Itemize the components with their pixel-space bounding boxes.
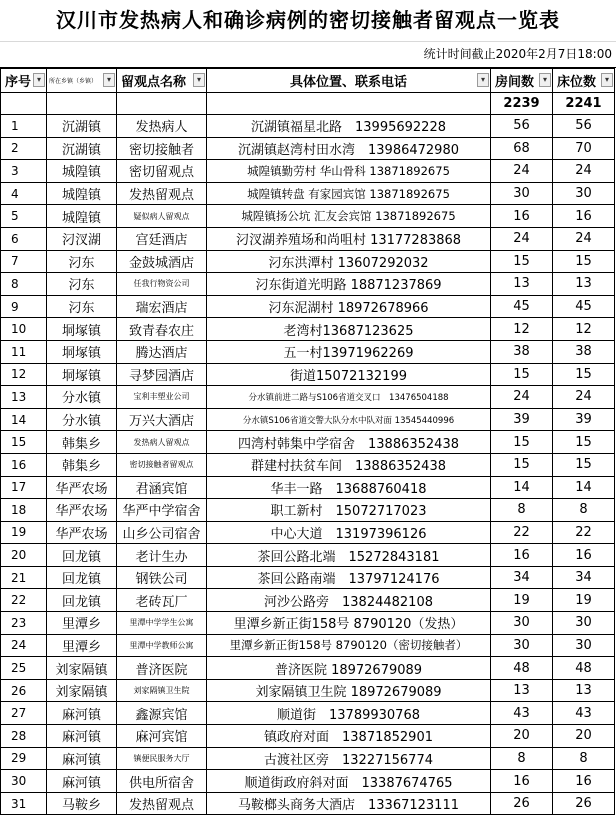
row-location[interactable]: 汈东泥湖村 18972678966 bbox=[207, 295, 491, 318]
row-seq[interactable]: 28 bbox=[1, 725, 47, 748]
row-rooms[interactable]: 16 bbox=[491, 544, 553, 567]
table-row bbox=[1, 137, 615, 160]
table-row bbox=[1, 453, 615, 476]
row-town[interactable]: 沉湖镇 bbox=[47, 137, 117, 160]
row-location[interactable]: 河沙公路旁 13824482108 bbox=[207, 589, 491, 612]
header-town bbox=[47, 69, 117, 93]
row-beds[interactable]: 12 bbox=[553, 318, 615, 341]
row-location[interactable]: 分水镇S106省道交警大队分水中队对面 13545440996 bbox=[207, 408, 491, 431]
row-beds[interactable]: 15 bbox=[553, 431, 615, 454]
header-rooms bbox=[491, 69, 553, 93]
row-seq[interactable]: 23 bbox=[1, 612, 47, 635]
row-beds[interactable]: 19 bbox=[553, 589, 615, 612]
row-site[interactable]: 里潭中学教师公寓 bbox=[117, 634, 207, 657]
row-beds[interactable]: 14 bbox=[553, 476, 615, 499]
row-site[interactable]: 山乡公司宿舍 bbox=[117, 521, 207, 544]
row-rooms[interactable]: 24 bbox=[491, 160, 553, 183]
filter-dropdown-icon[interactable]: ▾ bbox=[477, 73, 489, 87]
totals-blank bbox=[207, 93, 491, 115]
row-beds[interactable]: 15 bbox=[553, 250, 615, 273]
row-beds[interactable]: 13 bbox=[553, 679, 615, 702]
row-rooms[interactable]: 13 bbox=[491, 273, 553, 296]
row-location[interactable]: 城隍镇转盘 有家园宾馆 13871892675 bbox=[207, 182, 491, 205]
row-rooms[interactable]: 30 bbox=[491, 634, 553, 657]
row-site[interactable]: 老计生办 bbox=[117, 544, 207, 567]
header-rooms-label: 房间数 bbox=[495, 75, 535, 90]
totals-blank bbox=[1, 93, 47, 115]
row-site[interactable]: 寻梦园酒店 bbox=[117, 363, 207, 386]
header-town-label: 所在乡镇（乡镇） bbox=[49, 78, 98, 85]
row-rooms[interactable]: 16 bbox=[491, 770, 553, 793]
row-beds[interactable]: 30 bbox=[553, 612, 615, 635]
table-row bbox=[1, 318, 615, 341]
row-rooms[interactable]: 19 bbox=[491, 589, 553, 612]
row-beds[interactable]: 38 bbox=[553, 340, 615, 363]
row-location[interactable]: 刘家隔镇卫生院 18972679089 bbox=[207, 679, 491, 702]
table-row bbox=[1, 363, 615, 386]
header-row bbox=[1, 69, 615, 93]
row-seq[interactable]: 26 bbox=[1, 679, 47, 702]
row-location[interactable]: 群建村扶贫车间 13886352438 bbox=[207, 453, 491, 476]
row-location[interactable]: 华丰一路 13688760418 bbox=[207, 476, 491, 499]
row-seq[interactable]: 20 bbox=[1, 544, 47, 567]
table-row bbox=[1, 182, 615, 205]
header-site-label: 留观点名称 bbox=[121, 75, 187, 90]
row-town[interactable]: 垌塚镇 bbox=[47, 363, 117, 386]
table-row bbox=[1, 657, 615, 680]
row-town[interactable]: 汈东 bbox=[47, 250, 117, 273]
row-town[interactable]: 分水镇 bbox=[47, 408, 117, 431]
row-location[interactable]: 普济医院 18972679089 bbox=[207, 657, 491, 680]
row-rooms[interactable]: 39 bbox=[491, 408, 553, 431]
row-beds[interactable]: 22 bbox=[553, 521, 615, 544]
row-site[interactable]: 密切接触者留观点 bbox=[117, 453, 207, 476]
row-town[interactable]: 分水镇 bbox=[47, 386, 117, 409]
row-town[interactable]: 城隍镇 bbox=[47, 182, 117, 205]
row-rooms[interactable]: 15 bbox=[491, 431, 553, 454]
header-location-label: 具体位置、联系电话 bbox=[289, 75, 407, 90]
table-row bbox=[1, 431, 615, 454]
header-beds-label: 床位数 bbox=[557, 75, 597, 90]
row-rooms[interactable]: 22 bbox=[491, 521, 553, 544]
table-row bbox=[1, 589, 615, 612]
table-row bbox=[1, 386, 615, 409]
row-town[interactable]: 城隍镇 bbox=[47, 160, 117, 183]
row-site[interactable]: 致青春农庄 bbox=[117, 318, 207, 341]
table-row bbox=[1, 499, 615, 522]
row-site[interactable]: 金鼓城酒店 bbox=[117, 250, 207, 273]
totals-row bbox=[1, 93, 615, 115]
filter-dropdown-icon[interactable]: ▾ bbox=[33, 73, 45, 87]
row-rooms[interactable]: 48 bbox=[491, 657, 553, 680]
row-seq[interactable]: 19 bbox=[1, 521, 47, 544]
row-beds[interactable]: 45 bbox=[553, 295, 615, 318]
row-rooms[interactable]: 30 bbox=[491, 612, 553, 635]
row-site[interactable]: 瑞宏酒店 bbox=[117, 295, 207, 318]
row-rooms[interactable]: 43 bbox=[491, 702, 553, 725]
row-town[interactable]: 汈汊湖 bbox=[47, 227, 117, 250]
row-location[interactable]: 沉湖镇赵湾村田水湾 13986472980 bbox=[207, 137, 491, 160]
header-seq-label: 序号 bbox=[5, 75, 32, 90]
header-seq bbox=[1, 69, 47, 93]
table-row bbox=[1, 273, 615, 296]
total-beds: 2241 bbox=[553, 93, 615, 115]
row-seq[interactable]: 31 bbox=[1, 792, 47, 815]
row-seq[interactable]: 21 bbox=[1, 566, 47, 589]
row-town[interactable]: 韩集乡 bbox=[47, 453, 117, 476]
row-beds[interactable]: 16 bbox=[553, 544, 615, 567]
row-seq[interactable]: 27 bbox=[1, 702, 47, 725]
row-beds[interactable]: 70 bbox=[553, 137, 615, 160]
table-row bbox=[1, 476, 615, 499]
row-site[interactable]: 麻河宾馆 bbox=[117, 725, 207, 748]
row-beds[interactable]: 16 bbox=[553, 205, 615, 228]
row-site[interactable]: 发热病人留观点 bbox=[117, 431, 207, 454]
data-table bbox=[0, 68, 615, 815]
row-site[interactable]: 君涵宾馆 bbox=[117, 476, 207, 499]
row-location[interactable]: 城隍镇扬公坑 汇友会宾馆 13871892675 bbox=[207, 205, 491, 228]
row-site[interactable]: 密切接触者 bbox=[117, 137, 207, 160]
row-site[interactable]: 任我行物资公司 bbox=[117, 273, 207, 296]
row-location[interactable]: 中心大道 13197396126 bbox=[207, 521, 491, 544]
row-location[interactable]: 顺道街 13789930768 bbox=[207, 702, 491, 725]
row-seq[interactable]: 5 bbox=[1, 205, 47, 228]
row-rooms[interactable]: 13 bbox=[491, 679, 553, 702]
totals-blank bbox=[117, 93, 207, 115]
row-beds[interactable]: 30 bbox=[553, 182, 615, 205]
table-row bbox=[1, 612, 615, 635]
row-seq[interactable]: 7 bbox=[1, 250, 47, 273]
row-rooms[interactable]: 15 bbox=[491, 363, 553, 386]
row-rooms[interactable]: 20 bbox=[491, 725, 553, 748]
row-town[interactable]: 马鞍乡 bbox=[47, 792, 117, 815]
row-rooms[interactable]: 38 bbox=[491, 340, 553, 363]
row-rooms[interactable]: 30 bbox=[491, 182, 553, 205]
row-beds[interactable]: 26 bbox=[553, 792, 615, 815]
row-town[interactable]: 麻河镇 bbox=[47, 725, 117, 748]
table-row bbox=[1, 770, 615, 793]
row-beds[interactable]: 8 bbox=[553, 747, 615, 770]
row-town[interactable]: 汈东 bbox=[47, 273, 117, 296]
table-row bbox=[1, 792, 615, 815]
row-site[interactable]: 宫廷酒店 bbox=[117, 227, 207, 250]
row-site[interactable]: 发热留观点 bbox=[117, 792, 207, 815]
row-seq[interactable]: 1 bbox=[1, 115, 47, 138]
row-rooms[interactable]: 24 bbox=[491, 227, 553, 250]
row-location[interactable]: 顺道街政府斜对面 13387674765 bbox=[207, 770, 491, 793]
row-beds[interactable]: 15 bbox=[553, 453, 615, 476]
row-beds[interactable]: 15 bbox=[553, 363, 615, 386]
row-location[interactable]: 城隍镇勤劳村 华山骨科 13871892675 bbox=[207, 160, 491, 183]
header-site bbox=[117, 69, 207, 93]
row-site[interactable]: 钢铁公司 bbox=[117, 566, 207, 589]
row-rooms[interactable]: 15 bbox=[491, 250, 553, 273]
table-row bbox=[1, 634, 615, 657]
row-town[interactable]: 华严农场 bbox=[47, 476, 117, 499]
row-beds[interactable]: 8 bbox=[553, 499, 615, 522]
row-rooms[interactable]: 16 bbox=[491, 205, 553, 228]
table-row bbox=[1, 227, 615, 250]
row-seq[interactable]: 8 bbox=[1, 273, 47, 296]
row-site[interactable]: 密切留观点 bbox=[117, 160, 207, 183]
row-seq[interactable]: 25 bbox=[1, 657, 47, 680]
row-site[interactable]: 华严中学宿舍 bbox=[117, 499, 207, 522]
row-rooms[interactable]: 34 bbox=[491, 566, 553, 589]
row-site[interactable]: 鑫源宾馆 bbox=[117, 702, 207, 725]
row-beds[interactable]: 13 bbox=[553, 273, 615, 296]
row-town[interactable]: 汈东 bbox=[47, 295, 117, 318]
row-seq[interactable]: 22 bbox=[1, 589, 47, 612]
row-location[interactable]: 职工新村 15072717023 bbox=[207, 499, 491, 522]
row-seq[interactable]: 16 bbox=[1, 453, 47, 476]
totals-blank bbox=[47, 93, 117, 115]
row-rooms[interactable]: 56 bbox=[491, 115, 553, 138]
row-seq[interactable]: 30 bbox=[1, 770, 47, 793]
row-seq[interactable]: 11 bbox=[1, 340, 47, 363]
row-seq[interactable]: 15 bbox=[1, 431, 47, 454]
row-seq[interactable]: 12 bbox=[1, 363, 47, 386]
row-beds[interactable]: 16 bbox=[553, 770, 615, 793]
row-location[interactable]: 里潭乡新正街158号 8790120（发热） bbox=[207, 612, 491, 635]
row-town[interactable]: 麻河镇 bbox=[47, 747, 117, 770]
row-seq[interactable]: 24 bbox=[1, 634, 47, 657]
row-site[interactable]: 里潭中学学生公寓 bbox=[117, 612, 207, 635]
row-rooms[interactable]: 68 bbox=[491, 137, 553, 160]
row-location[interactable]: 汈东街道光明路 18871237869 bbox=[207, 273, 491, 296]
row-location[interactable]: 茶回公路南端 13797124176 bbox=[207, 566, 491, 589]
row-town[interactable]: 麻河镇 bbox=[47, 770, 117, 793]
row-site[interactable]: 腾达酒店 bbox=[117, 340, 207, 363]
row-beds[interactable]: 39 bbox=[553, 408, 615, 431]
row-site[interactable]: 刘家隔镇卫生院 bbox=[117, 679, 207, 702]
row-town[interactable]: 回龙镇 bbox=[47, 566, 117, 589]
row-site[interactable]: 疑似病人留观点 bbox=[117, 205, 207, 228]
row-seq[interactable]: 13 bbox=[1, 386, 47, 409]
row-town[interactable]: 垌塚镇 bbox=[47, 318, 117, 341]
row-site[interactable]: 镇便民服务大厅 bbox=[117, 747, 207, 770]
row-rooms[interactable]: 15 bbox=[491, 453, 553, 476]
row-seq[interactable]: 4 bbox=[1, 182, 47, 205]
sheet-title: 汉川市发热病人和确诊病例的密切接触者留观点一览表 bbox=[0, 0, 616, 42]
row-location[interactable]: 沉湖镇福星北路 13995692228 bbox=[207, 115, 491, 138]
row-location[interactable]: 五一村13971962269 bbox=[207, 340, 491, 363]
row-town[interactable]: 韩集乡 bbox=[47, 431, 117, 454]
row-beds[interactable]: 56 bbox=[553, 115, 615, 138]
table-row bbox=[1, 702, 615, 725]
row-town[interactable]: 回龙镇 bbox=[47, 544, 117, 567]
row-location[interactable]: 汈汊湖养殖场和尚咀村 13177283868 bbox=[207, 227, 491, 250]
row-seq[interactable]: 9 bbox=[1, 295, 47, 318]
row-town[interactable]: 刘家隔镇 bbox=[47, 657, 117, 680]
table-row bbox=[1, 340, 615, 363]
row-town[interactable]: 华严农场 bbox=[47, 499, 117, 522]
row-site[interactable]: 普济医院 bbox=[117, 657, 207, 680]
header-beds bbox=[553, 69, 615, 93]
table-row bbox=[1, 205, 615, 228]
row-location[interactable]: 四湾村韩集中学宿舍 13886352438 bbox=[207, 431, 491, 454]
row-seq[interactable]: 2 bbox=[1, 137, 47, 160]
row-rooms[interactable]: 24 bbox=[491, 386, 553, 409]
row-town[interactable]: 沉湖镇 bbox=[47, 115, 117, 138]
row-site[interactable]: 发热留观点 bbox=[117, 182, 207, 205]
filter-dropdown-icon[interactable]: ▾ bbox=[193, 73, 205, 87]
table-row bbox=[1, 679, 615, 702]
row-seq[interactable]: 10 bbox=[1, 318, 47, 341]
row-seq[interactable]: 14 bbox=[1, 408, 47, 431]
row-beds[interactable]: 20 bbox=[553, 725, 615, 748]
row-town[interactable]: 麻河镇 bbox=[47, 702, 117, 725]
row-site[interactable]: 发热病人 bbox=[117, 115, 207, 138]
total-rooms: 2239 bbox=[491, 93, 553, 115]
row-site[interactable]: 供电所宿舍 bbox=[117, 770, 207, 793]
filter-dropdown-icon[interactable]: ▾ bbox=[601, 73, 613, 87]
row-town[interactable]: 回龙镇 bbox=[47, 589, 117, 612]
row-seq[interactable]: 29 bbox=[1, 747, 47, 770]
row-town[interactable]: 里潭乡 bbox=[47, 612, 117, 635]
row-site[interactable]: 老砖瓦厂 bbox=[117, 589, 207, 612]
row-site[interactable]: 万兴大酒店 bbox=[117, 408, 207, 431]
stat-time: 统计时间截止2020年2月7日18:00 bbox=[0, 42, 616, 68]
row-rooms[interactable]: 26 bbox=[491, 792, 553, 815]
row-beds[interactable]: 24 bbox=[553, 227, 615, 250]
row-site[interactable]: 宝利丰塑业公司 bbox=[117, 386, 207, 409]
row-rooms[interactable]: 12 bbox=[491, 318, 553, 341]
row-seq[interactable]: 3 bbox=[1, 160, 47, 183]
row-location[interactable]: 老湾村13687123625 bbox=[207, 318, 491, 341]
row-beds[interactable]: 30 bbox=[553, 634, 615, 657]
row-beds[interactable]: 24 bbox=[553, 386, 615, 409]
row-location[interactable]: 马鞍榔头商务大酒店 13367123111 bbox=[207, 792, 491, 815]
row-town[interactable]: 垌塚镇 bbox=[47, 340, 117, 363]
row-seq[interactable]: 6 bbox=[1, 227, 47, 250]
row-town[interactable]: 刘家隔镇 bbox=[47, 679, 117, 702]
row-location[interactable]: 古渡社区旁 13227156774 bbox=[207, 747, 491, 770]
table-row bbox=[1, 544, 615, 567]
header-location bbox=[207, 69, 491, 93]
row-town[interactable]: 华严农场 bbox=[47, 521, 117, 544]
table-row bbox=[1, 408, 615, 431]
row-beds[interactable]: 48 bbox=[553, 657, 615, 680]
row-rooms[interactable]: 8 bbox=[491, 499, 553, 522]
row-seq[interactable]: 18 bbox=[1, 499, 47, 522]
row-location[interactable]: 茶回公路北端 15272843181 bbox=[207, 544, 491, 567]
row-location[interactable]: 街道15072132199 bbox=[207, 363, 491, 386]
table-row bbox=[1, 160, 615, 183]
table-row bbox=[1, 250, 615, 273]
row-seq[interactable]: 17 bbox=[1, 476, 47, 499]
row-beds[interactable]: 24 bbox=[553, 160, 615, 183]
row-beds[interactable]: 34 bbox=[553, 566, 615, 589]
row-rooms[interactable]: 8 bbox=[491, 747, 553, 770]
table-row bbox=[1, 521, 615, 544]
row-rooms[interactable]: 14 bbox=[491, 476, 553, 499]
row-beds[interactable]: 43 bbox=[553, 702, 615, 725]
row-town[interactable]: 里潭乡 bbox=[47, 634, 117, 657]
row-town[interactable]: 城隍镇 bbox=[47, 205, 117, 228]
filter-dropdown-icon[interactable]: ▾ bbox=[539, 73, 551, 87]
filter-dropdown-icon[interactable]: ▾ bbox=[103, 73, 115, 87]
row-rooms[interactable]: 45 bbox=[491, 295, 553, 318]
table-row bbox=[1, 566, 615, 589]
table-row bbox=[1, 295, 615, 318]
table-row bbox=[1, 725, 615, 748]
row-location[interactable]: 镇政府对面 13871852901 bbox=[207, 725, 491, 748]
row-location[interactable]: 里潭乡新正街158号 8790120（密切接触者） bbox=[207, 634, 491, 657]
table-row bbox=[1, 115, 615, 138]
row-location[interactable]: 分水镇前进二路与S106省道交叉口 13476504188 bbox=[207, 386, 491, 409]
table-row bbox=[1, 747, 615, 770]
row-location[interactable]: 汈东洪潭村 13607292032 bbox=[207, 250, 491, 273]
